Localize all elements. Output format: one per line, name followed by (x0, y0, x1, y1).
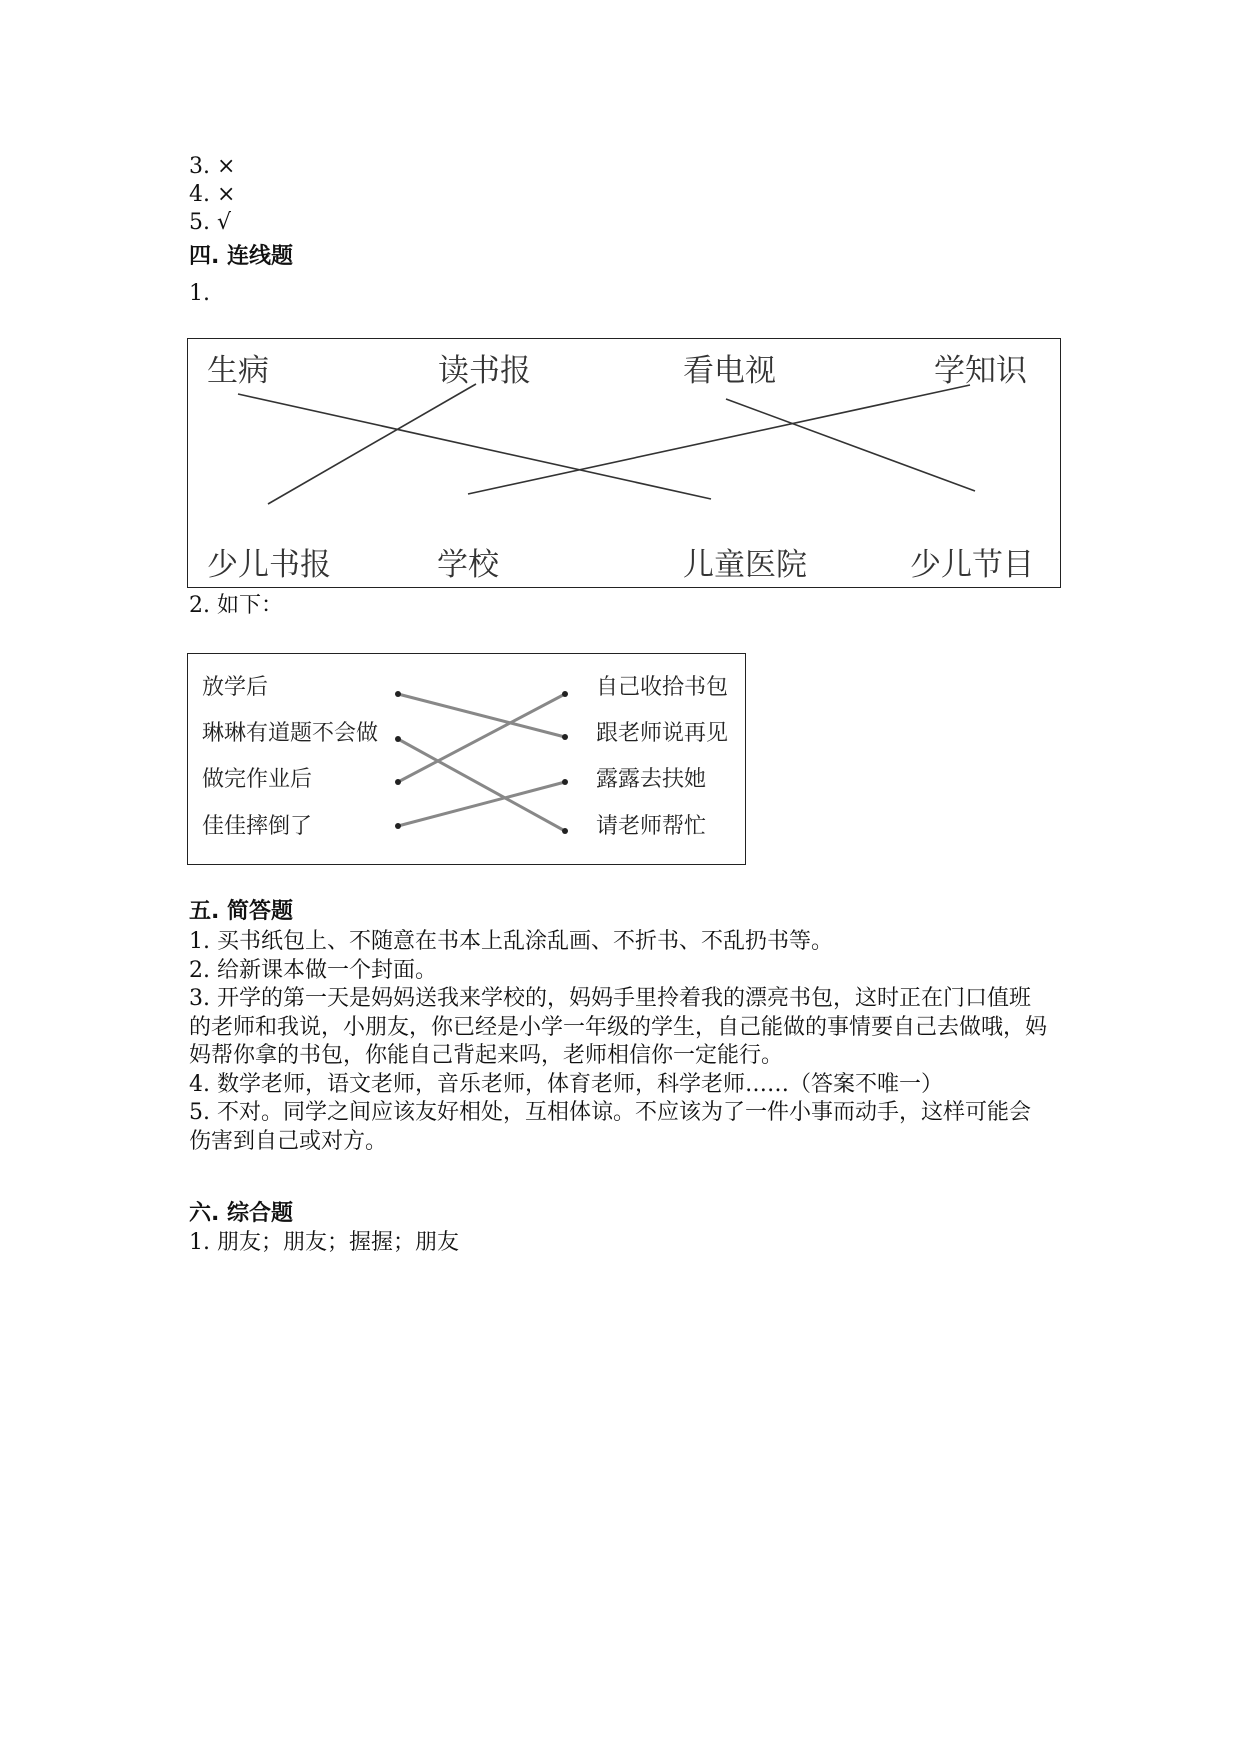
match-item-top: 学知识 (934, 353, 1027, 389)
match-item-left: 放学后 (202, 675, 269, 700)
match-item-bottom: 少儿节目 (910, 547, 1034, 583)
answer-line: 5. √ (189, 210, 232, 235)
match-item-right: 跟老师说再见 (596, 721, 729, 746)
answer-item: 2. 给新课本做一个封面。 (189, 957, 437, 983)
match-item-top: 生病 (207, 353, 269, 389)
answer-item: 3. 开学的第一天是妈妈送我来学校的，妈妈手里拎着我的漂亮书包，这时正在门口值班的老师和我说，小朋友，你已经是小学一年级的学生，自己能做的事情要自己去做哦，妈妈帮你拿的书包，你能自己背起来吗，老师相信你一定能行。 (189, 986, 1048, 1068)
match-item-bottom: 儿童医院 (683, 547, 807, 583)
answer-item: 5. 不对。同学之间应该友好相处，互相体谅。不应该为了一件小事而动手，这样可能会伤害到自己或对方。 (189, 1100, 1031, 1154)
matching-figure-2 (187, 653, 746, 865)
match-item-bottom: 学校 (437, 547, 499, 583)
section-heading: 四. 连线题 (189, 244, 294, 269)
match-item-right: 露露去扶她 (596, 767, 707, 792)
match-item-right: 请老师帮忙 (596, 814, 707, 839)
answer-item: 1. 朋友；朋友；握握；朋友 (189, 1230, 459, 1255)
answer-item: 1. 买书纸包上、不随意在书本上乱涂乱画、不折书、不乱扔书等。 (189, 929, 833, 954)
answer-item: 4. 数学老师，语文老师，音乐老师，体育老师，科学老师……（答案不唯一） (189, 1071, 943, 1097)
matching-figure-1 (187, 338, 1061, 588)
section-heading: 六. 综合题 (189, 1201, 294, 1226)
match-item-left: 佳佳摔倒了 (202, 814, 313, 839)
match-item-left: 琳琳有道题不会做 (202, 721, 379, 746)
answer-list (189, 928, 1051, 1156)
answer-line: 4. × (189, 182, 236, 207)
section-heading: 五. 简答题 (189, 899, 294, 924)
match-item-top: 看电视 (683, 353, 776, 389)
match-item-left: 做完作业后 (202, 767, 313, 792)
match-item-top: 读书报 (438, 353, 531, 389)
question-label: 2. 如下： (189, 593, 283, 618)
question-label: 1. (189, 281, 210, 306)
match-item-right: 自己收拾书包 (596, 675, 729, 700)
answer-line: 3. × (189, 154, 236, 179)
match-item-bottom: 少儿书报 (207, 547, 331, 583)
